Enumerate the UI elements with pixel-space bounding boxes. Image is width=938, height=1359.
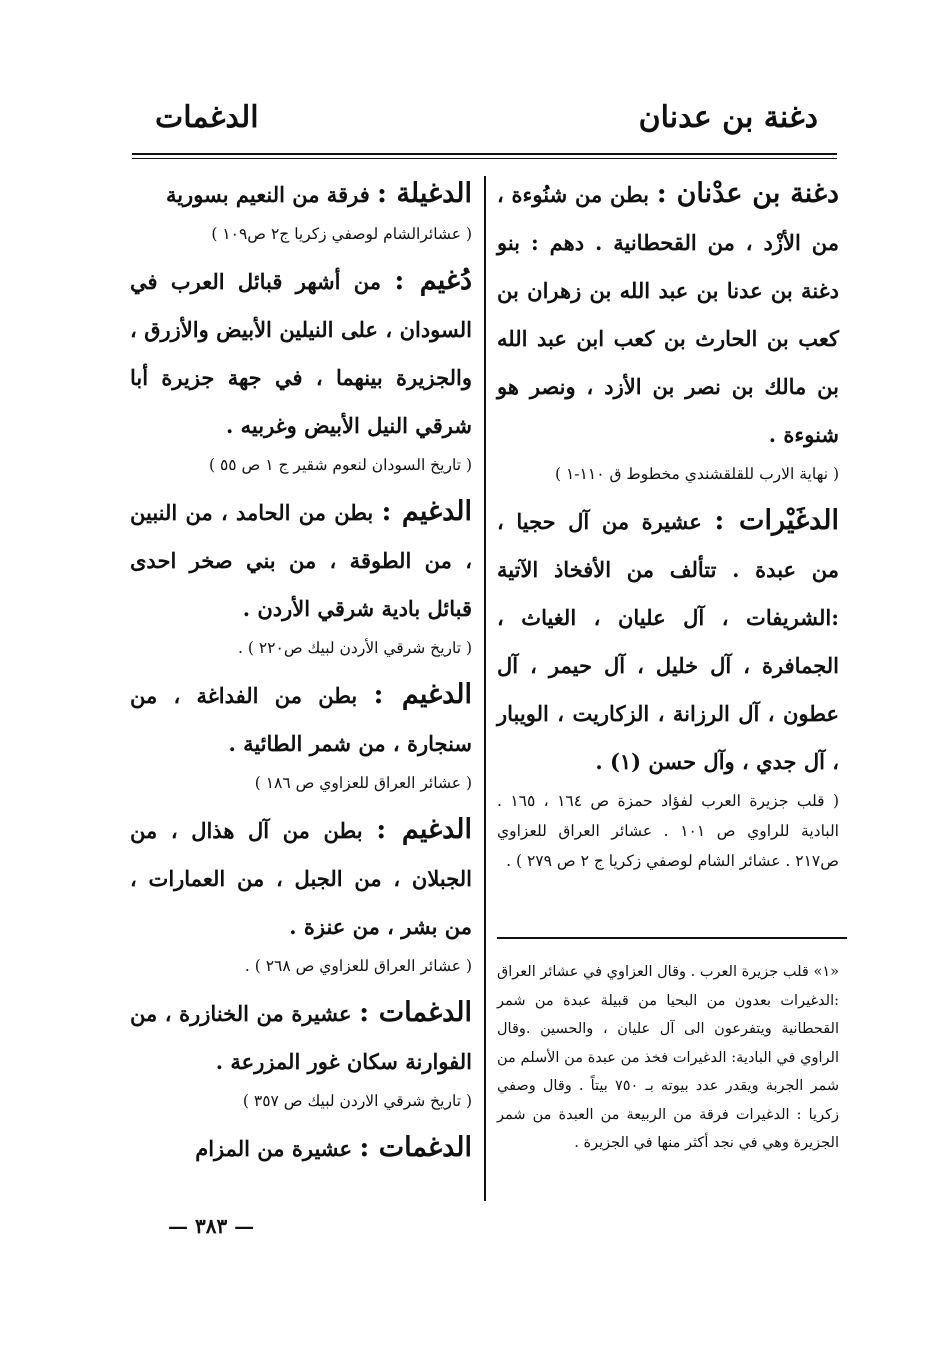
entry-text: بطن من آل هذال ، من الجبلان ، من الجبل ، من العمارات ، من بشر ، من عنزة . xyxy=(130,818,472,939)
entry-headword: الدغيم : xyxy=(376,814,472,845)
column-separator xyxy=(484,176,486,1201)
entry-dughaym-sudan xyxy=(130,257,472,450)
entry-daghna xyxy=(497,170,839,459)
footnote-rule xyxy=(497,937,847,939)
entry-dughaym-hamid xyxy=(130,488,472,633)
citation: ( عشائر العراق للعزاوي ص ١٨٦ ) xyxy=(254,774,472,792)
entry-dughayla xyxy=(130,170,472,219)
entry-text: عشيرة من المزام xyxy=(195,1136,353,1161)
right-column xyxy=(497,170,839,884)
entry-dughaym-hadhal xyxy=(130,806,472,951)
citation: ( تاريخ شرقي الاردن لبيك ص ٣٥٧ ) xyxy=(242,1092,472,1110)
entry-text: بطن من الفداغة ، من سنجارة ، من شمر الطائية . xyxy=(130,683,472,756)
entry-text: بطن من الحامد ، من النبين ، من الطوقة ، من بني صخر احدى قبائل بادية شرقي الأردن . xyxy=(130,500,472,621)
entry-headword: دغنة بن عدْنان : xyxy=(656,178,839,209)
entry-text: من أشهر قبائل العرب في السودان ، على النيلين الأبيض والأزرق ، والجزيرة بينهما ، في جهة جزيرة أبا شرقي النيل الأبيض وغربيه . xyxy=(130,269,472,438)
citation: ( نهاية الارب للقلقشندي مخطوط ق ١١٠-١ ) xyxy=(554,465,839,483)
entry-text: عشيرة من الخنازرة ، من الفوارنة سكان غور المزرعة . xyxy=(130,1001,472,1074)
entry-dughmat-khanazira xyxy=(130,989,472,1086)
footnote: «١» قلب جزيرة العرب . وقال العزاوي في عشائر العراق :الدغيرات بعدون من البحيا من قبيلة عبدة من شمر القحطانية ويتفرعون الى آل عليان ، والحسين .وقال الراوي في البادية: الدغيرات فخذ من عبدة من الأسلم من شمر الجربة ويقدر عدد بيوته بـ ٧٥٠ بيتاً . وقال وصفي زكريا : الدغيرات فرقة من الربيعة من العبدة من شمر الجزيرة وهي في نجد أكثر منها في الجزيرة . xyxy=(497,964,839,1151)
page-number: — ٣٨٣ — xyxy=(168,1214,255,1238)
entry-headword: دُغيم : xyxy=(394,265,472,296)
citation: ( تاريخ شرقي الأردن لبيك ص٢٢٠ ) . xyxy=(238,639,472,657)
citation: ( تاريخ السودان لنعوم شقير ج ١ ص ٥٥ ) xyxy=(208,456,472,474)
citation: ( قلب جزيرة العرب لفؤاد حمزة ص ١٦٤ ، ١٦٥ . البادية للراوي ص ١٠١ . عشائر العراق للعزاوي ص٢١٧ . عشائر الشام لوصفي زكريا ج ٢ ص ٢٧٩ ) . xyxy=(497,792,839,870)
header-rule-thin xyxy=(132,158,837,159)
entry-dughayrat xyxy=(497,497,839,786)
entry-headword: الدغيم : xyxy=(381,496,472,527)
entry-dughmat-mazzam xyxy=(130,1124,472,1173)
entry-headword: الدغيلة : xyxy=(377,178,472,209)
entry-dughaym-fadagha xyxy=(130,671,472,768)
entry-headword: الدغيم : xyxy=(373,679,472,710)
citation: ( عشائر العراق للعزاوي ص ٢٦٨ ) . xyxy=(244,957,472,975)
entry-headword: الدغمات : xyxy=(359,1132,472,1163)
running-header-left: الدغمات xyxy=(155,100,259,135)
header-rule xyxy=(132,153,837,155)
running-header-right: دغنة بن عدنان xyxy=(638,100,818,135)
entry-text: عشيرة من آل حجيا ، من عبدة . تتألف من الأفخاذ الآتية :الشريفات ، آل عليان ، الغياث ، الجمافرة ، آل خليل ، آل حيمر ، آل عطون ، آل الرزانة ، الزكاريت ، الويبار ، آل جدي ، وآل حسن (١) . xyxy=(497,509,839,774)
citation: ( عشائرالشام لوصفي زكريا ج٢ ص١٠٩ ) xyxy=(211,225,472,243)
entry-text: بطن من شنُوءة ، من الأزْد ، من القحطانية . دهم : بنو دغنة بن عدنا بن عبد الله بن زهران بن كعب بن الحارث بن كعب ابن عبد الله بن مالك بن نصر بن الأزد ، ونصر هو شنوءة . xyxy=(497,182,839,447)
entry-headword: الدغَيْرات : xyxy=(714,505,840,536)
entry-headword: الدغمات : xyxy=(359,997,473,1028)
left-column xyxy=(130,170,472,1173)
entry-text: فرقة من النعيم بسورية xyxy=(165,182,370,207)
